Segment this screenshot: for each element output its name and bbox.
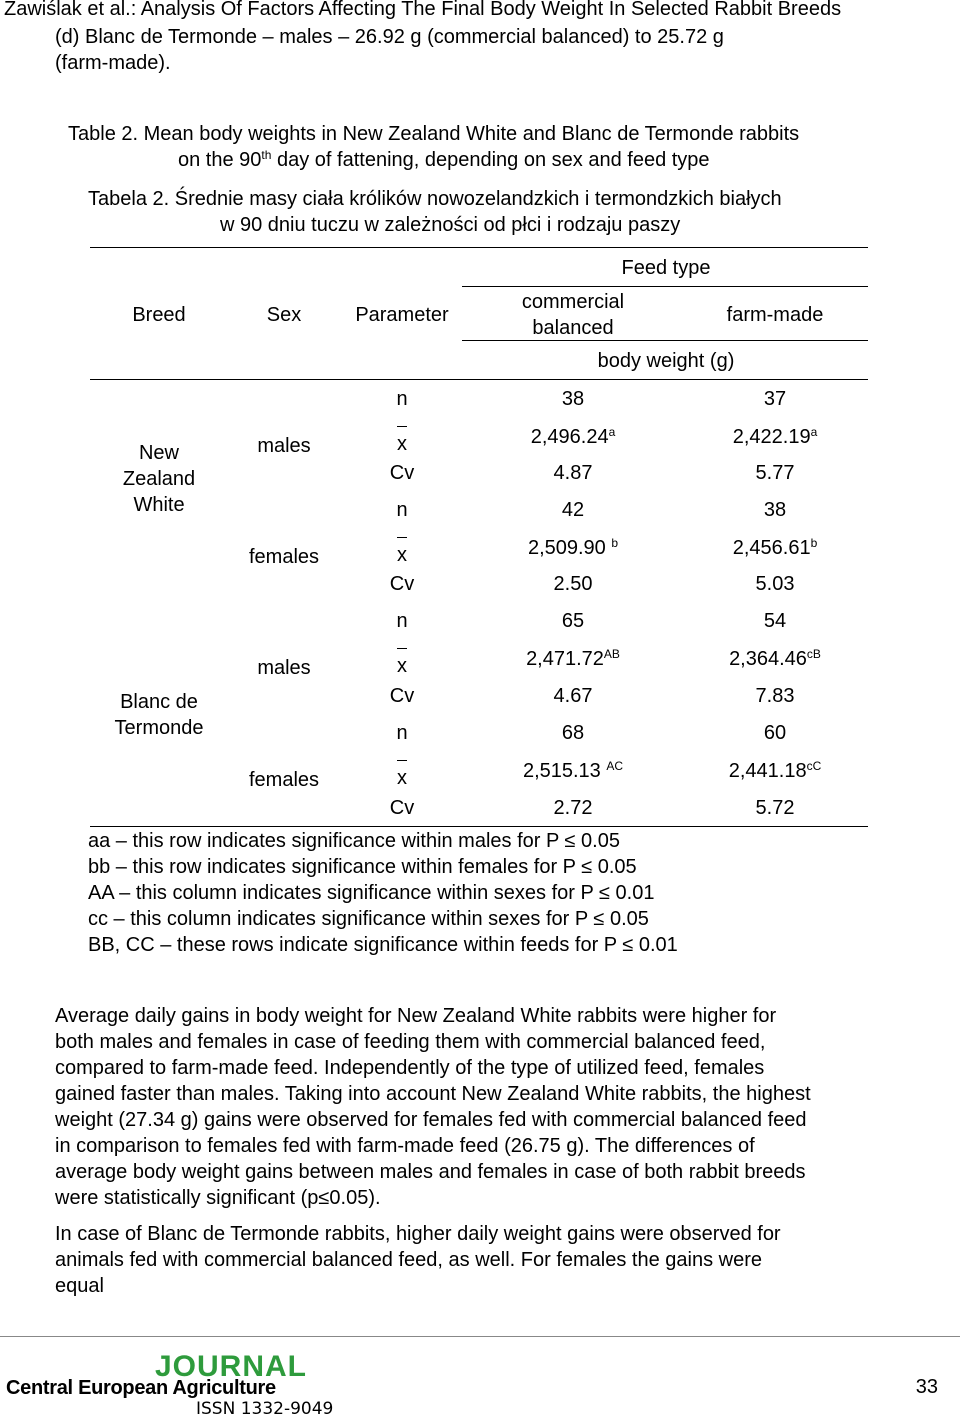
param-cv: Cv [389,573,415,595]
value-mean-farm: $2,364.46^{cB}$ [729,647,821,670]
breed-label: White [133,494,185,516]
breed-label: Zealand [122,468,196,490]
value-mean-commercial: $2,471.72^{AB}$ [526,647,620,670]
paragraph-line: weight (27.34 g) gains were observed for females fed with commercial balanced feed [55,1109,807,1131]
paragraph-line: Average daily gains in body weight for New Zealand White rabbits were higher for [55,1005,777,1027]
table-footnote: AA – this column indicates significance within sexes for P ≤ 0.01 [88,882,655,904]
paragraph-line: both males and females in case of feeding them with commercial balanced feed, [55,1031,766,1053]
header-commercial: commercial [521,291,625,313]
value-n-commercial: 65 [561,610,585,632]
param-mean: x [397,433,407,455]
breed-label: Blanc de [120,691,198,713]
value-mean-commercial: 2,515.13 $^{AC}$ [522,759,624,782]
value-cv-farm: 7.83 [755,685,795,707]
param-mean: x [397,655,407,677]
sex-label: males [257,435,311,457]
feed-type-rule [462,286,868,287]
body-paragraph [55,1003,915,1211]
param-cv: Cv [389,797,415,819]
value-cv-commercial: 4.87 [553,462,593,484]
param-n: n [396,499,408,521]
intro-line: (d) Blanc de Termonde – males – 26.92 g (commercial balanced) to 25.72 g [55,26,724,48]
breed-label: Termonde [114,717,204,739]
value-mean-farm: $2,441.18^{cC}$ [728,759,822,782]
value-cv-commercial: 4.67 [553,685,593,707]
paragraph-line: in comparison to females fed with farm-made feed (26.75 g). The differences of [55,1135,755,1157]
header-feed-type: Feed type [621,257,711,279]
value-cv-commercial: 2.72 [553,797,593,819]
param-cv: Cv [389,685,415,707]
body-paragraph [55,1221,915,1299]
paragraph-line: compared to farm-made feed. Independently of the type of utilized feed, females [55,1057,765,1079]
footer-rule [0,1336,960,1337]
param-n: n [396,722,408,744]
value-n-farm: 38 [763,499,787,521]
paragraph-line: gained faster than males. Taking into account New Zealand White rabbits, the highest [55,1083,811,1105]
header-sex: Sex [266,304,302,326]
intro-line: (farm-made). [55,52,171,74]
journal-issn: ISSN 1332-9049 [196,1399,334,1419]
feed-columns-rule [462,340,868,341]
table-footnote: bb – this row indicates significance within females for P ≤ 0.05 [88,856,637,878]
value-mean-commercial: 2,496.24$^a$ [530,425,616,448]
running-header: Zawiślak et al.: Analysis Of Factors Affecting The Final Body Weight In Selected Rabbit Breeds [4,0,842,20]
paragraph-line: equal [55,1275,104,1297]
value-n-commercial: 68 [561,722,585,744]
table-caption-en-line2: on the 90th day of fattening, depending on sex and feed type [178,148,710,171]
param-mean: x [397,544,407,566]
value-mean-farm: 2,422.19$^a$ [732,425,818,448]
breed-label: New [138,442,180,464]
header-body-weight: body weight (g) [597,350,735,372]
value-n-farm: 37 [763,388,787,410]
param-n: n [396,610,408,632]
header-breed: Breed [132,304,186,326]
paragraph-line: were statistically significant (p≤0.05). [55,1187,381,1209]
table-top-rule [90,247,868,248]
table-footnote: BB, CC – these rows indicate significance within feeds for P ≤ 0.01 [88,934,678,956]
table-caption-en: Table 2. Mean body weights in New Zealand White and Blanc de Termonde rabbits [68,123,800,145]
journal-logo-word: JOURNAL [155,1350,308,1383]
intro-text [55,24,724,76]
value-n-farm: 60 [763,722,787,744]
value-cv-farm: 5.03 [755,573,795,595]
table-footnote: aa – this row indicates significance within males for P ≤ 0.05 [88,830,620,852]
sex-label: females [248,546,320,568]
param-mean: x [397,767,407,789]
paragraph-line: average body weight gains between males and females in case of both rabbit breeds [55,1161,806,1183]
value-mean-commercial: 2,509.90 $^b$ [527,536,619,559]
value-n-commercial: 42 [561,499,585,521]
param-n: n [396,388,408,410]
table-footnote: cc – this column indicates significance within sexes for P ≤ 0.05 [88,908,649,930]
header-farm-made: farm-made [726,304,824,326]
value-n-commercial: 38 [561,388,585,410]
value-cv-commercial: 2.50 [553,573,593,595]
value-n-farm: 54 [763,610,787,632]
value-cv-farm: 5.72 [755,797,795,819]
paragraph-line: animals fed with commercial balanced feed, as well. For females the gains were [55,1249,762,1271]
table-bottom-rule [90,826,868,827]
param-cv: Cv [389,462,415,484]
table-caption-pl: Tabela 2. Średnie masy ciała królików nowozelandzkich i termondzkich białych [88,188,782,210]
sex-label: males [257,657,311,679]
header-balanced: balanced [532,317,614,339]
table-caption-pl-line2: w 90 dniu tuczu w zależności od płci i rodzaju paszy [220,214,681,236]
value-mean-farm: 2,456.61$^b$ [732,536,818,559]
page-number: 33 [915,1376,938,1398]
header-bottom-rule [90,379,868,380]
sex-label: females [248,769,320,791]
paragraph-line: In case of Blanc de Termonde rabbits, higher daily weight gains were observed for [55,1223,781,1245]
header-parameter: Parameter [355,304,449,326]
value-cv-farm: 5.77 [755,462,795,484]
journal-logo-name: Central European Agriculture [6,1377,276,1399]
